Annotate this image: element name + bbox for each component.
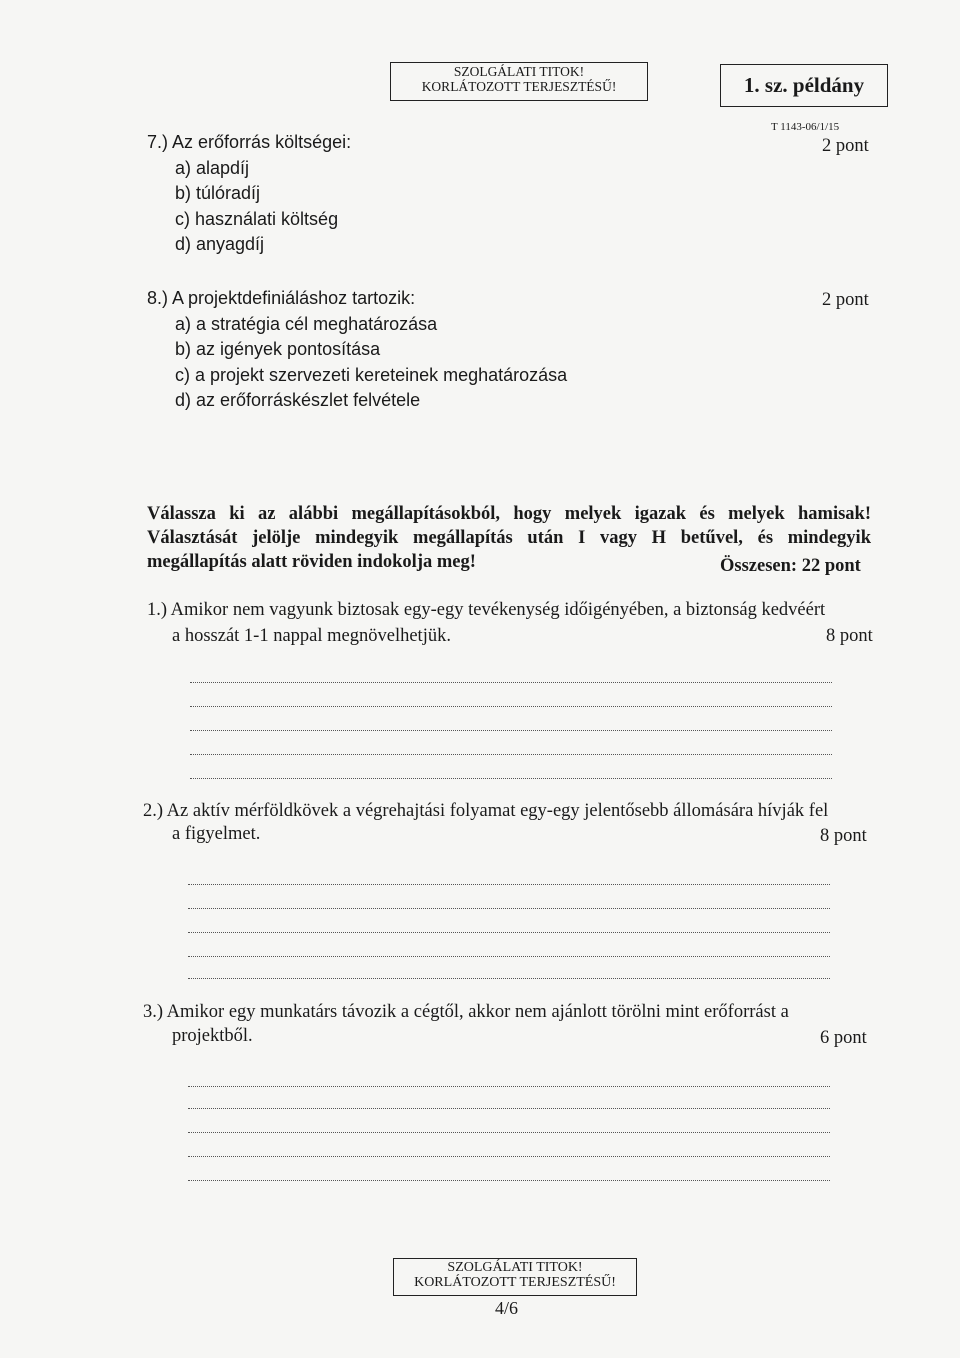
question-7 xyxy=(147,130,747,258)
statement-3-points: 6 pont xyxy=(820,1028,867,1048)
statement-1-points: 8 pont xyxy=(826,626,873,646)
question-number: 7.) xyxy=(147,132,169,152)
statement-1 xyxy=(147,598,887,622)
answer-line[interactable] xyxy=(188,978,830,979)
statement-line-1: Amikor nem vagyunk biztosak egy-egy tevékenység időigényében, a biztonság kedvéért xyxy=(170,600,826,620)
statement-3 xyxy=(143,1000,883,1024)
section-instruction: Válassza ki az alábbi megállapításokból, hogy melyek igazak és melyek hamisak! Választását jelölje mindegyik megállapítás után I vagy H betűvel, és mindegyik megállapítás alatt röviden indokolja meg! xyxy=(147,504,871,572)
answer-line[interactable] xyxy=(188,1180,830,1181)
option-a: a) alapdíj xyxy=(175,157,250,178)
statement-number: 3.) xyxy=(143,1002,164,1022)
copy-number-box: 1. sz. példány xyxy=(720,64,888,107)
statement-2-points: 8 pont xyxy=(820,826,867,846)
question-number: 8.) xyxy=(147,288,169,308)
stamp-line-2: KORLÁTOZOTT TERJESZTÉSŰ! xyxy=(421,79,617,94)
answer-line[interactable] xyxy=(188,932,830,933)
option-d: d) az erőforráskészlet felvétele xyxy=(175,390,421,410)
answer-line[interactable] xyxy=(188,1108,830,1109)
answer-line[interactable] xyxy=(188,956,830,957)
statement-number: 1.) xyxy=(147,600,168,620)
question-text: Az erőforrás költségei: xyxy=(172,132,352,152)
stamp-line-1: SZOLGÁLATI TITOK! xyxy=(453,64,585,79)
answer-line[interactable] xyxy=(188,884,830,885)
stamp-line-2: KORLÁTOZOTT TERJESZTÉSŰ! xyxy=(414,1275,616,1290)
statement-line-1: Amikor egy munkatárs távozik a cégtől, akkor nem ajánlott törölni mint erőforrást a xyxy=(166,1002,789,1022)
answer-line[interactable] xyxy=(190,682,832,683)
footer-classification-stamp xyxy=(393,1258,637,1296)
option-b: b) az igények pontosítása xyxy=(175,339,381,359)
option-b: b) túlóradíj xyxy=(175,183,261,203)
document-reference: T 1143-06/1/15 xyxy=(771,121,840,133)
classification-stamp xyxy=(390,62,648,101)
question-7-points: 2 pont xyxy=(822,136,869,156)
statement-2 xyxy=(143,799,883,823)
answer-line[interactable] xyxy=(188,908,830,909)
answer-line[interactable] xyxy=(188,1156,830,1157)
statement-number: 2.) xyxy=(143,801,164,821)
statement-3-line-2: projektből. xyxy=(172,1026,253,1046)
statement-2-line-2: a figyelmet. xyxy=(172,824,261,844)
answer-line[interactable] xyxy=(190,754,832,755)
option-c: c) a projekt szervezeti kereteinek meghatározása xyxy=(175,364,568,385)
option-c: c) használati költség xyxy=(175,208,339,229)
answer-line[interactable] xyxy=(190,730,832,731)
stamp-line-1: SZOLGÁLATI TITOK! xyxy=(447,1260,583,1275)
question-text: A projektdefiniáláshoz tartozik: xyxy=(172,288,416,308)
page-number: 4/6 xyxy=(495,1298,519,1318)
answer-line[interactable] xyxy=(190,706,832,707)
option-a: a) a stratégia cél meghatározása xyxy=(175,313,438,334)
question-8 xyxy=(147,286,747,414)
answer-line[interactable] xyxy=(188,1132,830,1133)
answer-line[interactable] xyxy=(188,1086,830,1087)
option-d: d) anyagdíj xyxy=(175,234,265,254)
answer-line[interactable] xyxy=(190,778,832,779)
question-8-points: 2 pont xyxy=(822,290,869,310)
statement-line-1: Az aktív mérföldkövek a végrehajtási folyamat egy-egy jelentősebb állomására hívják fel xyxy=(166,801,829,821)
section-total-points: Összesen: 22 pont xyxy=(720,556,861,576)
statement-1-line-2: a hosszát 1-1 nappal megnövelhetjük. xyxy=(172,626,451,646)
